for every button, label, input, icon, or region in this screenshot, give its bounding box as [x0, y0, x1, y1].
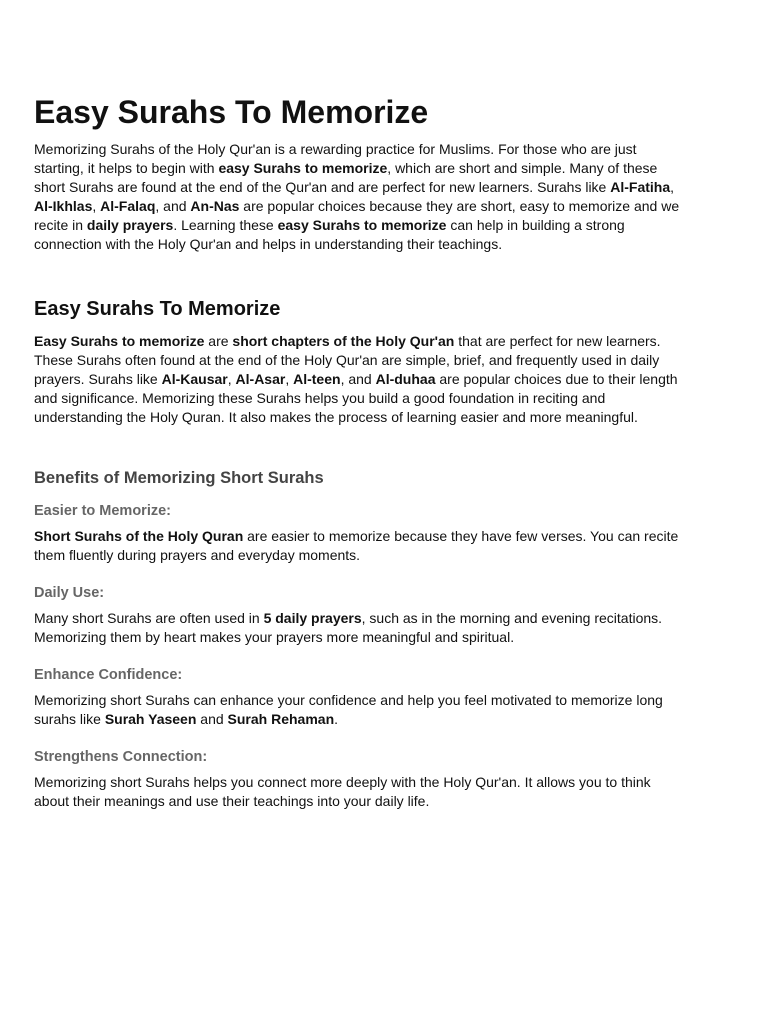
- benefit-item: [34, 583, 684, 647]
- benefit-title: Daily Use:: [34, 585, 105, 601]
- bold-text: easy Surahs to memorize: [277, 217, 447, 233]
- intro-paragraph: Memorizing Surahs of the Holy Qur'an is a rewarding practice for Muslims. For those who are just starting, it helps to begin with easy Surahs to memorize, which are short and simple. Many of these short Surahs are found at the end of the Qur'an and are perfect for new learners. Surahs like Al-Fatiha, Al-Ikhlas, Al-Falaq, and An-Nas are popular choices because they are short, easy to memorize and we recite in daily prayers. Learning these easy Surahs to memorize can help in building a strong connection with the Holy Qur'an and helps in understanding their teachings.: [34, 141, 680, 252]
- bold-text: Al-duhaa: [375, 371, 436, 387]
- benefit-text: Memorizing short Surahs helps you connect more deeply with the Holy Qur'an. It allows you to think about their meanings and use their teachings into your daily life.: [34, 774, 651, 809]
- bold-text: Al-Fatiha: [610, 179, 671, 195]
- bold-text: 5 daily prayers: [263, 610, 362, 626]
- benefit-title: Enhance Confidence:: [34, 667, 183, 683]
- benefit-item: [34, 747, 684, 811]
- article: [34, 92, 684, 811]
- bold-text: short chapters of the Holy Qur'an: [232, 333, 455, 349]
- bold-text: Al-Asar: [235, 371, 286, 387]
- page-title: Easy Surahs To Memorize: [34, 94, 429, 130]
- benefit-item: [34, 501, 684, 565]
- benefit-text: Many short Surahs are often used in 5 daily prayers, such as in the morning and evening recitations. Memorizing them by heart makes your prayers more meaningful and spiritual.: [34, 610, 663, 645]
- bold-text: daily prayers: [86, 217, 174, 233]
- bold-text: Surah Yaseen: [104, 711, 197, 727]
- benefit-title: Easier to Memorize:: [34, 503, 171, 519]
- bold-text: Al-teen: [293, 371, 341, 387]
- benefit-item: [34, 665, 684, 729]
- bold-text: Al-Ikhlas: [34, 198, 93, 214]
- bold-text: Al-Kausar: [161, 371, 228, 387]
- bold-text: Easy Surahs to memorize: [34, 333, 205, 349]
- bold-text: Surah Rehaman: [227, 711, 335, 727]
- bold-text: Short Surahs of the Holy Quran: [34, 528, 244, 544]
- benefit-title: Strengthens Connection:: [34, 749, 208, 765]
- benefit-text: Short Surahs of the Holy Quran are easier to memorize because they have few verses. You can recite them fluently during prayers and everyday moments.: [34, 528, 679, 563]
- benefit-text: Memorizing short Surahs can enhance your confidence and help you feel motivated to memorize long surahs like Surah Yaseen and Surah Rehaman.: [34, 692, 663, 727]
- section-paragraph: Easy Surahs to memorize are short chapters of the Holy Qur'an that are perfect for new learners. These Surahs often found at the end of the Holy Qur'an are simple, brief, and frequently used in daily prayers. Surahs like Al-Kausar, Al-Asar, Al-teen, and Al-duhaa are popular choices due to their length and significance. Memorizing these Surahs helps you build a good foundation in reciting and understanding the Holy Quran. It also makes the process of learning easier and more meaningful.: [34, 333, 678, 425]
- bold-text: Al-Falaq: [100, 198, 156, 214]
- bold-text: An-Nas: [190, 198, 240, 214]
- section-heading: Easy Surahs To Memorize: [34, 298, 281, 320]
- benefits-heading: Benefits of Memorizing Short Surahs: [34, 469, 324, 487]
- bold-text: easy Surahs to memorize: [218, 160, 388, 176]
